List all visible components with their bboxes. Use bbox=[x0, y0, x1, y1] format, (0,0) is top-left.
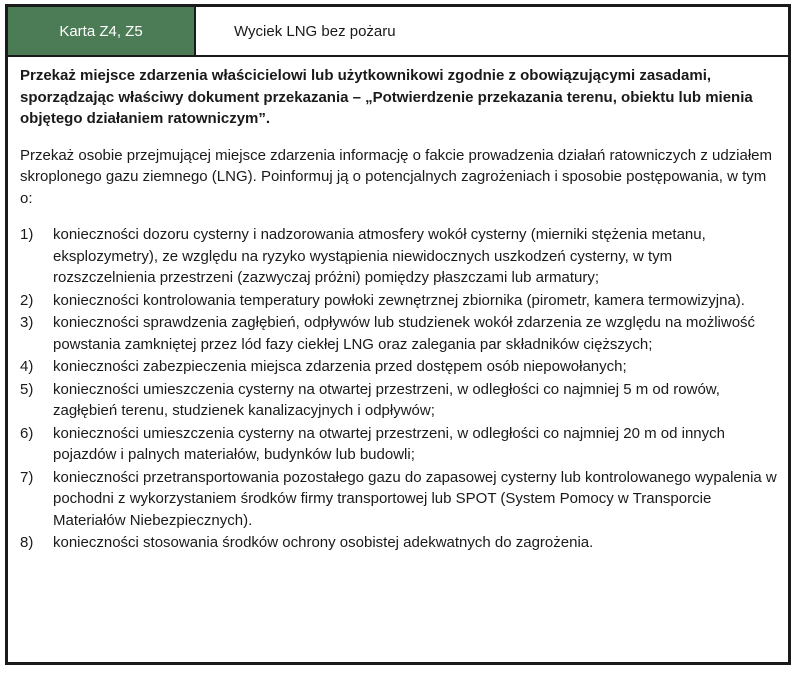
list-item bbox=[20, 356, 778, 378]
procedure-card bbox=[5, 4, 791, 665]
list-item-text: konieczności umieszczenia cysterny na otwartej przestrzeni, w odległości co najmniej 5 m od rowów, zagłębień terenu, studzienek kanalizacyjnych i odpływów; bbox=[53, 380, 720, 419]
card-tag: Karta Z4, Z5 bbox=[8, 7, 196, 55]
list-item-number: 8) bbox=[20, 534, 34, 551]
list-item bbox=[20, 312, 778, 355]
list-item bbox=[20, 467, 778, 532]
card-content bbox=[20, 65, 778, 555]
list-item-text: konieczności sprawdzenia zagłębień, odpływów lub studzienek wokół zdarzenia ze względu na możliwość powstania zamkniętej przez lód fazy ciekłej LNG oraz zalegania par składników cięższych; bbox=[53, 314, 756, 353]
list-item-text: konieczności dozoru cysterny i nadzorowania atmosfery wokół cysterny (mierniki stężenia metanu, eksplozymetry), ze względu na ryzyko wystąpienia niewidocznych uszkodzeń cysterny, w tym rozszczelnienia przestrzeni (zazwyczaj próżni) pomiędzy płaszczami lub armatury; bbox=[53, 226, 706, 286]
card-header bbox=[8, 7, 788, 57]
list-item-number: 6) bbox=[20, 424, 34, 442]
list-item-text: konieczności umieszczenia cysterny na otwartej przestrzeni, w odległości co najmniej 20 m od innych pojazdów i palnych materiałów, budynków lub budowli; bbox=[53, 424, 725, 463]
hazard-list bbox=[20, 224, 778, 554]
list-item-number: 1) bbox=[20, 226, 34, 243]
list-item-number: 5) bbox=[20, 380, 34, 398]
list-item-text: konieczności kontrolowania temperatury powłoki zewnętrznej zbiornika (pirometr, kamera termowizyjna). bbox=[53, 291, 745, 309]
list-item bbox=[20, 423, 778, 466]
list-item-text: konieczności zabezpieczenia miejsca zdarzenia przed dostępem osób niepowołanych; bbox=[53, 358, 627, 375]
list-item bbox=[20, 224, 778, 289]
list-item-number: 4) bbox=[20, 358, 34, 375]
list-item bbox=[20, 532, 778, 554]
card-title: Wyciek LNG bez pożaru bbox=[234, 22, 396, 40]
list-item-text: konieczności przetransportowania pozostałego gazu do zapasowej cysterny lub kontrolowanego wypalenia w pochodni z wykorzystaniem środków firmy transportowej lub SPOT (System Pomocy w Transporcie Materiałów Niebezpiecznych). bbox=[53, 468, 777, 529]
handover-instruction: Przekaż miejsce zdarzenia właścicielowi lub użytkownikowi zgodnie z obowiązującymi zasadami, sporządzając właściwy dokument przekazania – „Potwierdzenie przekazania terenu, obiektu lub mienia objętego działaniem ratowniczym”. bbox=[20, 67, 753, 127]
list-item bbox=[20, 379, 778, 422]
list-item-number: 2) bbox=[20, 291, 34, 309]
list-item-text: konieczności stosowania środków ochrony osobistej adekwatnych do zagrożenia. bbox=[53, 534, 594, 551]
information-instruction: Przekaż osobie przejmującej miejsce zdarzenia informację o fakcie prowadzenia działań ratowniczych z udziałem skroplonego gazu ziemnego (LNG). Poinformuj ją o potencjalnych zagrożeniach i sposobie postępowania, w tym o: bbox=[20, 146, 773, 207]
list-item bbox=[20, 290, 778, 312]
list-item-number: 7) bbox=[20, 468, 34, 486]
list-item-number: 3) bbox=[20, 314, 34, 331]
